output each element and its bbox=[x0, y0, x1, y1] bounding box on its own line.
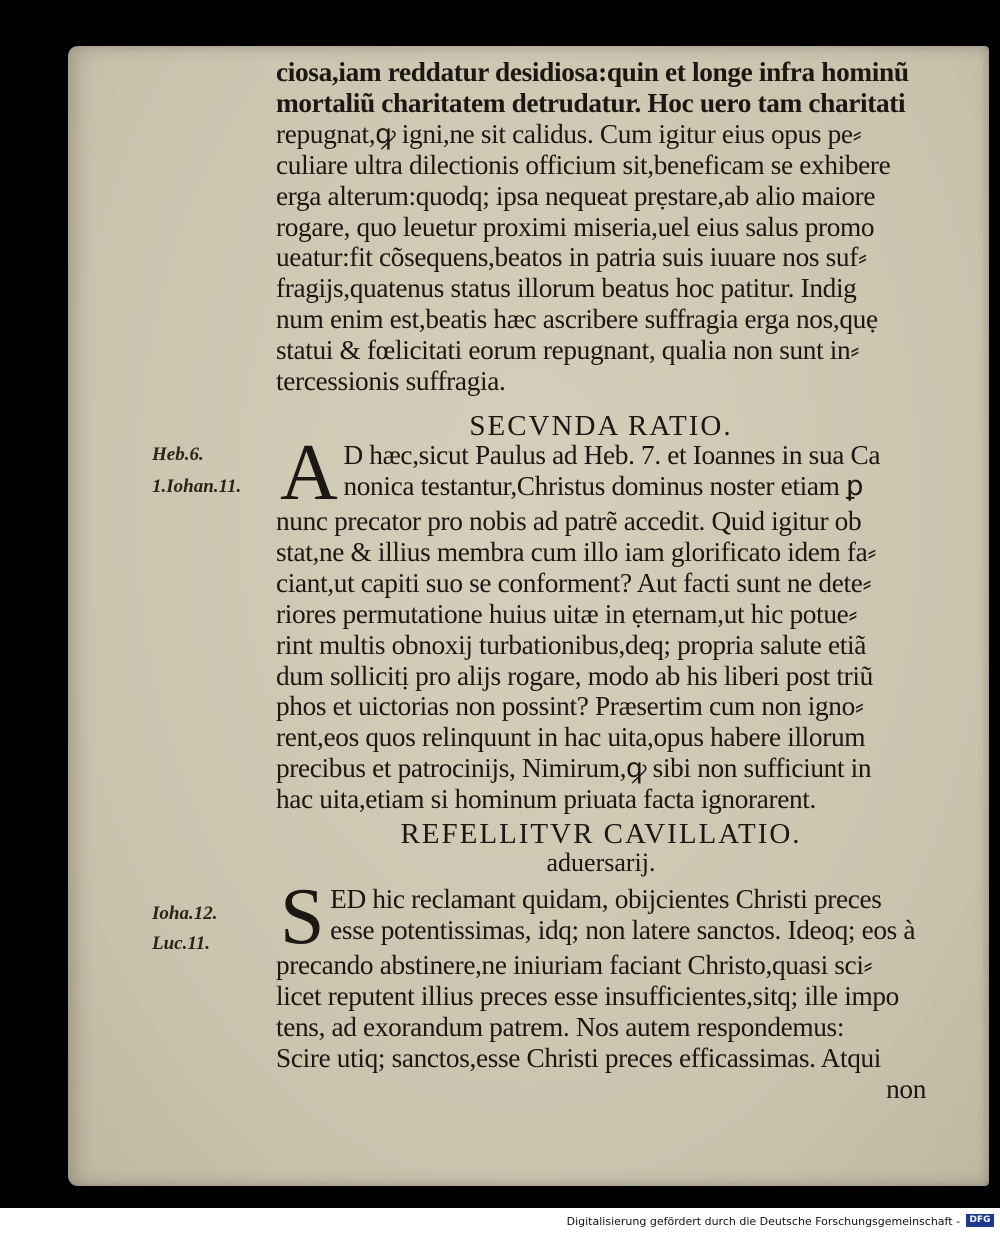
heading-refellitur-cavillatio: REFELLITVR CAVILLATIO. bbox=[400, 818, 802, 850]
text-line: ueatur:fit cõsequens,beatos in patria suis iuuare nos suf⸗ bbox=[276, 242, 867, 273]
text-line: statui & fœlicitati eorum repugnant, qualia non sunt in⸗ bbox=[276, 335, 860, 366]
section-secunda-ratio bbox=[276, 429, 926, 815]
dfg-logo: DFG bbox=[966, 1214, 994, 1227]
text-line: stat,ne & illius membra cum illo iam glorificato idem fa⸗ bbox=[276, 536, 877, 567]
text-line: ciosa,iam reddatur desidiosa:quin et longe infra hominũ bbox=[276, 57, 909, 87]
text-line: precibus et patrocinijs, Nimirum,ꝙ sibi non sufficiunt in bbox=[276, 753, 872, 784]
text-line: rogare, quo leuetur proximi miseria,uel eius salus promo bbox=[276, 211, 875, 242]
text-line: erga alterum:quodq; ipsa nequeat prẹstare,ab alio maiore bbox=[276, 180, 876, 211]
catchword: non bbox=[886, 1073, 926, 1104]
margin-note-heb: Heb.6. bbox=[152, 444, 204, 465]
heading-secunda-ratio: SECVNDA RATIO. bbox=[469, 410, 733, 442]
text-line: num enim est,beatis hæc ascribere suffragia erga nos,quẹ bbox=[276, 304, 878, 335]
top-text-block bbox=[276, 57, 926, 397]
text-line: rint multis obnoxij turbationibus,deq; propria salute etiã bbox=[276, 629, 866, 660]
margin-note-ioha: Ioha.12. bbox=[152, 903, 218, 924]
text-line: precando abstinere,ne iniuriam faciant Christo,quasi sci⸗ bbox=[276, 950, 873, 980]
text-line: D hæc,sicut Paulus ad Heb. 7. et Ioannes in sua Ca bbox=[343, 440, 881, 470]
text-line: fragijs,quatenus status illorum beatus hoc patitur. Indig bbox=[276, 273, 857, 304]
text-line: tercessionis suffragia. bbox=[276, 366, 506, 397]
text-line: riores permutatione huius uitæ in ẹternam,ut hic potue⸗ bbox=[276, 598, 858, 629]
text-line: mortaliũ charitatem detrudatur. Hoc uero tam charitati bbox=[276, 87, 906, 118]
heading-subtitle: aduersarij. bbox=[546, 848, 656, 877]
text-line: ED hic reclamant quidam, obijcientes Christi preces bbox=[330, 884, 882, 914]
text-line: ciant,ut capiti suo se conforment? Aut facti sunt ne dete⸗ bbox=[276, 567, 872, 598]
drop-cap: S bbox=[280, 873, 325, 961]
text-line: tens, ad exorandum patrem. Nos autem respondemus: bbox=[276, 1011, 845, 1042]
footer-credit: Digitalisierung gefördert durch die Deutsche Forschungsgemeinschaft - bbox=[566, 1215, 960, 1228]
text-line: culiare ultra dilectionis officium sit,beneficam se exhibere bbox=[276, 149, 891, 180]
text-line: licet reputent illius preces esse insufficientes,sitq; ille impo bbox=[276, 980, 899, 1011]
text-line: Scire utiq; sanctos,esse Christi preces efficassimas. Atqui bbox=[276, 1042, 882, 1073]
text-line: nunc precator pro nobis ad patrẽ accedit. Quid igitur ob bbox=[276, 506, 862, 536]
margin-note-iohan: 1.Iohan.11. bbox=[152, 476, 242, 497]
section-refellitur bbox=[276, 873, 926, 1105]
text-line: repugnat,ꝙ igni,ne sit calidus. Cum igitur eius opus pe⸗ bbox=[276, 118, 862, 149]
footer-bar bbox=[0, 1208, 1000, 1233]
text-line: phos et uictorias non possint? Præsertim cum non igno⸗ bbox=[276, 691, 864, 722]
text-line: hac uita,etiam si hominum priuata facta ignorarent. bbox=[276, 784, 817, 815]
text-line: esse potentissimas, idq; non latere sanctos. Ideoq; eos à bbox=[330, 914, 916, 945]
margin-note-luc: Luc.11. bbox=[152, 933, 211, 954]
text-line: dum sollicitị pro alijs rogare, modo ab his liberi post triũ bbox=[276, 660, 873, 691]
text-line: nonica testantur,Christus dominus noster etiam ꝑ bbox=[343, 470, 863, 501]
drop-cap: A bbox=[280, 429, 338, 517]
text-line: rent,eos quos relinquunt in hac uita,opus habere illorum bbox=[276, 722, 866, 753]
